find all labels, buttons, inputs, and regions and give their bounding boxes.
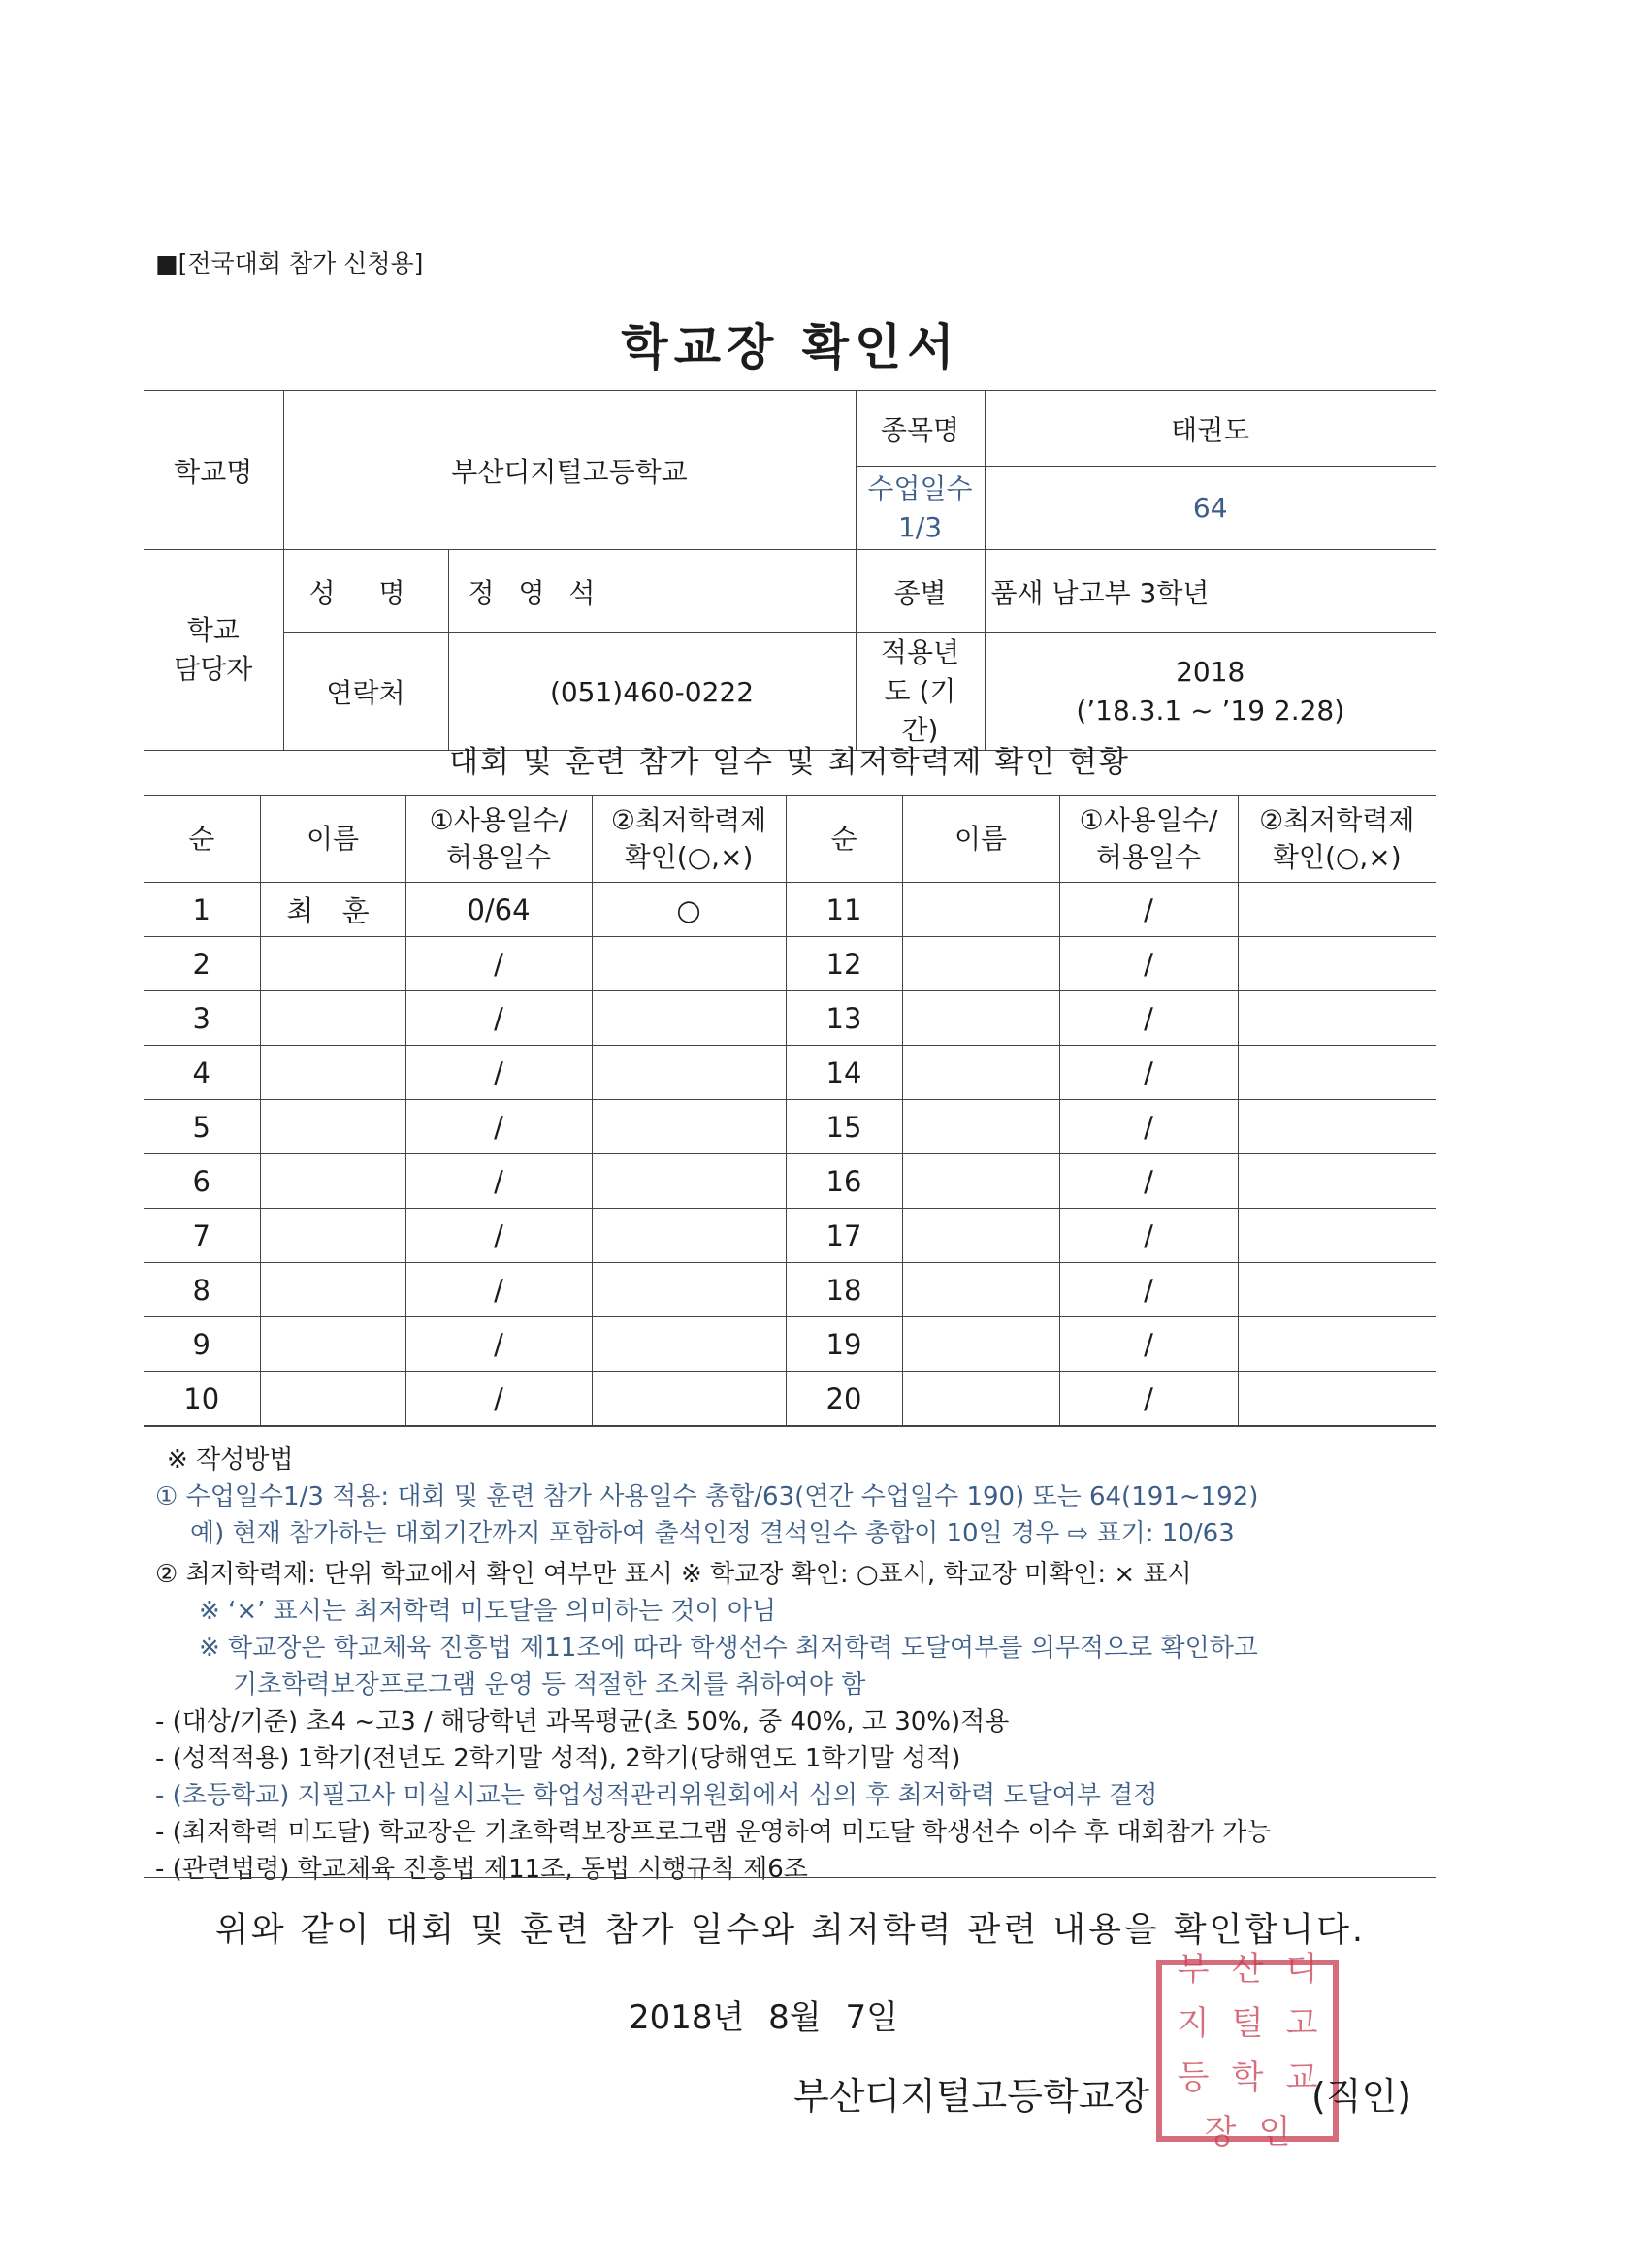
header-days-left xyxy=(405,796,592,883)
table-row xyxy=(144,1100,1436,1154)
info-table xyxy=(144,390,1436,751)
row-days-left: 0/64 xyxy=(405,883,592,937)
row-check-right xyxy=(1238,1209,1436,1263)
row-name-right xyxy=(902,937,1059,991)
row-days-left: / xyxy=(405,1154,592,1209)
table-row xyxy=(144,1317,1436,1372)
row-name-left xyxy=(260,1046,405,1100)
contact-value: (051)460-0222 xyxy=(448,633,856,751)
notes-heading: ※ 작성방법 xyxy=(167,1445,294,1474)
note-2d: 기초학력보장프로그램 운영 등 적절한 조치를 취하여야 함 xyxy=(233,1670,866,1700)
row-no-right: 20 xyxy=(786,1372,902,1427)
row-no-right: 17 xyxy=(786,1209,902,1263)
row-no-left: 3 xyxy=(144,991,260,1046)
header-check-right-text: ②최저학력제 확인(○,×) xyxy=(1259,804,1415,873)
row-no-right: 18 xyxy=(786,1263,902,1317)
row-no-left: 9 xyxy=(144,1317,260,1372)
sport-value: 태권도 xyxy=(985,391,1436,467)
year-value: 2018 xyxy=(1176,656,1245,688)
row-days-left: / xyxy=(405,1317,592,1372)
category-value: 품새 남고부 3학년 xyxy=(985,550,1436,633)
header-check-left xyxy=(592,796,786,883)
table-row xyxy=(144,1154,1436,1209)
row-days-left: / xyxy=(405,1209,592,1263)
note-2a: ② 최저학력제: 단위 학교에서 확인 여부만 표시 ※ 학교장 확인: ○표시, 학교장 미확인: × 표시 xyxy=(155,1560,1192,1589)
class-days-label xyxy=(856,467,985,550)
manager-label xyxy=(144,550,283,751)
row-days-right: / xyxy=(1059,1263,1238,1317)
row-name-left xyxy=(260,1100,405,1154)
row-days-left: / xyxy=(405,1100,592,1154)
issue-date: 2018년 8월 7일 xyxy=(629,1998,898,2037)
document-title: 학교장 확인서 xyxy=(621,319,960,375)
row-days-right: / xyxy=(1059,1209,1238,1263)
note-1b: 예) 현재 참가하는 대회기간까지 포함하여 출석인정 결석일수 총합이 10일 경우 ⇨ 표기: 10/63 xyxy=(190,1519,1235,1548)
row-name-left xyxy=(260,1263,405,1317)
row-check-right xyxy=(1238,1154,1436,1209)
header-no-left: 순 xyxy=(144,796,260,883)
row-check-left xyxy=(592,1100,786,1154)
table-row xyxy=(144,1372,1436,1427)
row-name-left xyxy=(260,1372,405,1427)
row-days-right: / xyxy=(1059,991,1238,1046)
table-row xyxy=(144,1209,1436,1263)
row-no-right: 13 xyxy=(786,991,902,1046)
row-name-left: 최 훈 xyxy=(260,883,405,937)
row-no-right: 19 xyxy=(786,1317,902,1372)
note-1a: ① 수업일수1/3 적용: 대회 및 훈련 참가 사용일수 총합/63(연간 수업일수 190) 또는 64(191~192) xyxy=(155,1482,1259,1511)
row-check-right xyxy=(1238,1100,1436,1154)
row-name-right xyxy=(902,991,1059,1046)
row-days-right: / xyxy=(1059,1154,1238,1209)
school-name-label: 학교명 xyxy=(144,391,283,550)
row-no-left: 8 xyxy=(144,1263,260,1317)
row-check-left xyxy=(592,1317,786,1372)
confirmation-statement: 위와 같이 대회 및 훈련 참가 일수와 최저학력 관련 내용을 확인합니다. xyxy=(214,1911,1367,1950)
header-days-right xyxy=(1059,796,1238,883)
detail-2: - (성적적용) 1학기(전년도 2학기말 성적), 2학기(당해연도 1학기말 성적) xyxy=(155,1744,961,1773)
header-days-left-text: ①사용일수/ 허용일수 xyxy=(429,804,568,873)
manager-label-text: 학교 담당자 xyxy=(174,614,253,685)
row-name-right xyxy=(902,1046,1059,1100)
row-check-right xyxy=(1238,937,1436,991)
detail-1: - (대상/기준) 초4 ~고3 / 해당학년 과목평균(초 50%, 중 40%, 고 30%)적용 xyxy=(155,1707,1010,1736)
form-tag: ■[전국대회 참가 신청용] xyxy=(155,249,424,277)
year-period: (’18.3.1 ~ ’19 2.28) xyxy=(1076,695,1345,727)
table-row xyxy=(144,991,1436,1046)
row-no-right: 11 xyxy=(786,883,902,937)
row-days-left: / xyxy=(405,1372,592,1427)
row-check-right xyxy=(1238,1317,1436,1372)
seal-char: 털 xyxy=(1231,2004,1264,2043)
row-no-right: 16 xyxy=(786,1154,902,1209)
row-no-right: 15 xyxy=(786,1100,902,1154)
row-check-right xyxy=(1238,991,1436,1046)
class-days-value: 64 xyxy=(985,467,1436,550)
contact-label: 연락처 xyxy=(283,633,448,751)
table-row xyxy=(144,1046,1436,1100)
category-label: 종별 xyxy=(856,550,985,633)
row-check-right xyxy=(1238,1372,1436,1427)
row-no-left: 7 xyxy=(144,1209,260,1263)
table-row xyxy=(144,883,1436,937)
seal-char: 지 xyxy=(1177,2004,1210,2043)
name-label: 성 명 xyxy=(283,550,448,633)
table-row xyxy=(144,1263,1436,1317)
row-name-left xyxy=(260,1209,405,1263)
row-name-left xyxy=(260,991,405,1046)
row-check-left xyxy=(592,1263,786,1317)
row-name-right xyxy=(902,1154,1059,1209)
header-days-right-text: ①사용일수/ 허용일수 xyxy=(1079,804,1218,873)
year-label xyxy=(856,633,985,751)
row-name-right xyxy=(902,883,1059,937)
note-2c: ※ 학교장은 학교체육 진흥법 제11조에 따라 학생선수 최저학력 도달여부를 의무적으로 확인하고 xyxy=(199,1634,1258,1663)
row-check-left xyxy=(592,1372,786,1427)
row-days-left: / xyxy=(405,991,592,1046)
seal-char: 인 xyxy=(1258,2113,1291,2152)
seal-char: 디 xyxy=(1285,1950,1318,1989)
table-row xyxy=(144,937,1436,991)
row-name-right xyxy=(902,1263,1059,1317)
seal-char: 산 xyxy=(1231,1950,1264,1989)
row-no-left: 5 xyxy=(144,1100,260,1154)
note-2b: ※ ‘×’ 표시는 최저학력 미도달을 의미하는 것이 아님 xyxy=(199,1597,777,1626)
header-check-left-text: ②최저학력제 확인(○,×) xyxy=(610,804,767,873)
seal-char: 장 xyxy=(1204,2113,1237,2152)
row-days-left: / xyxy=(405,1046,592,1100)
section-title: 대회 및 훈련 참가 일수 및 최저학력제 확인 현황 xyxy=(449,745,1130,780)
seal-label: (직인) xyxy=(1311,2075,1412,2118)
principal-signature: 부산디지털고등학교장 xyxy=(793,2075,1150,2118)
row-check-left xyxy=(592,1154,786,1209)
row-days-right: / xyxy=(1059,1100,1238,1154)
year-label-text: 적용년도 (기간) xyxy=(880,636,960,746)
row-name-left xyxy=(260,1154,405,1209)
row-check-left xyxy=(592,1209,786,1263)
row-name-right xyxy=(902,1317,1059,1372)
row-no-left: 6 xyxy=(144,1154,260,1209)
row-no-left: 1 xyxy=(144,883,260,937)
row-days-right: / xyxy=(1059,1046,1238,1100)
row-name-right xyxy=(902,1100,1059,1154)
row-days-left: / xyxy=(405,1263,592,1317)
header-no-right: 순 xyxy=(786,796,902,883)
seal-char: 교 xyxy=(1285,2058,1318,2097)
detail-5: - (관련법령) 학교체육 진흥법 제11조, 동법 시행규칙 제6조 xyxy=(155,1855,808,1884)
participation-table xyxy=(144,795,1436,1427)
row-check-right xyxy=(1238,1263,1436,1317)
seal-char: 학 xyxy=(1231,2058,1264,2097)
row-no-left: 2 xyxy=(144,937,260,991)
school-name-value: 부산디지털고등학교 xyxy=(283,391,856,550)
row-check-left xyxy=(592,1046,786,1100)
row-days-right: / xyxy=(1059,937,1238,991)
row-name-left xyxy=(260,1317,405,1372)
notes-bottom-rule xyxy=(144,1877,1436,1878)
seal-char: 등 xyxy=(1177,2058,1210,2097)
row-name-right xyxy=(902,1209,1059,1263)
row-days-right: / xyxy=(1059,1317,1238,1372)
header-name-left: 이름 xyxy=(260,796,405,883)
row-check-left xyxy=(592,937,786,991)
row-check-left: ○ xyxy=(592,883,786,937)
row-days-right: / xyxy=(1059,1372,1238,1427)
sport-label: 종목명 xyxy=(856,391,985,467)
year-value-cell xyxy=(985,633,1436,751)
row-check-right xyxy=(1238,883,1436,937)
row-check-left xyxy=(592,991,786,1046)
row-no-right: 12 xyxy=(786,937,902,991)
row-name-right xyxy=(902,1372,1059,1427)
row-no-left: 10 xyxy=(144,1372,260,1427)
seal-char: 부 xyxy=(1177,1950,1210,1989)
row-name-left xyxy=(260,937,405,991)
row-days-left: / xyxy=(405,937,592,991)
row-check-right xyxy=(1238,1046,1436,1100)
name-value: 정 영 석 xyxy=(448,550,856,633)
detail-4: - (최저학력 미도달) 학교장은 기초학력보장프로그램 운영하여 미도달 학생선수 이수 후 대회참가 가능 xyxy=(155,1818,1272,1847)
row-no-left: 4 xyxy=(144,1046,260,1100)
detail-3: - (초등학교) 지필고사 미실시교는 학업성적관리위원회에서 심의 후 최저학력 도달여부 결정 xyxy=(155,1781,1158,1810)
instructions xyxy=(155,1442,1455,1888)
header-name-right: 이름 xyxy=(902,796,1059,883)
row-no-right: 14 xyxy=(786,1046,902,1100)
row-days-right: / xyxy=(1059,883,1238,937)
seal-char: 고 xyxy=(1285,2004,1318,2043)
header-check-right xyxy=(1238,796,1436,883)
class-days-label-text: 수업일수 1/3 xyxy=(867,471,973,543)
